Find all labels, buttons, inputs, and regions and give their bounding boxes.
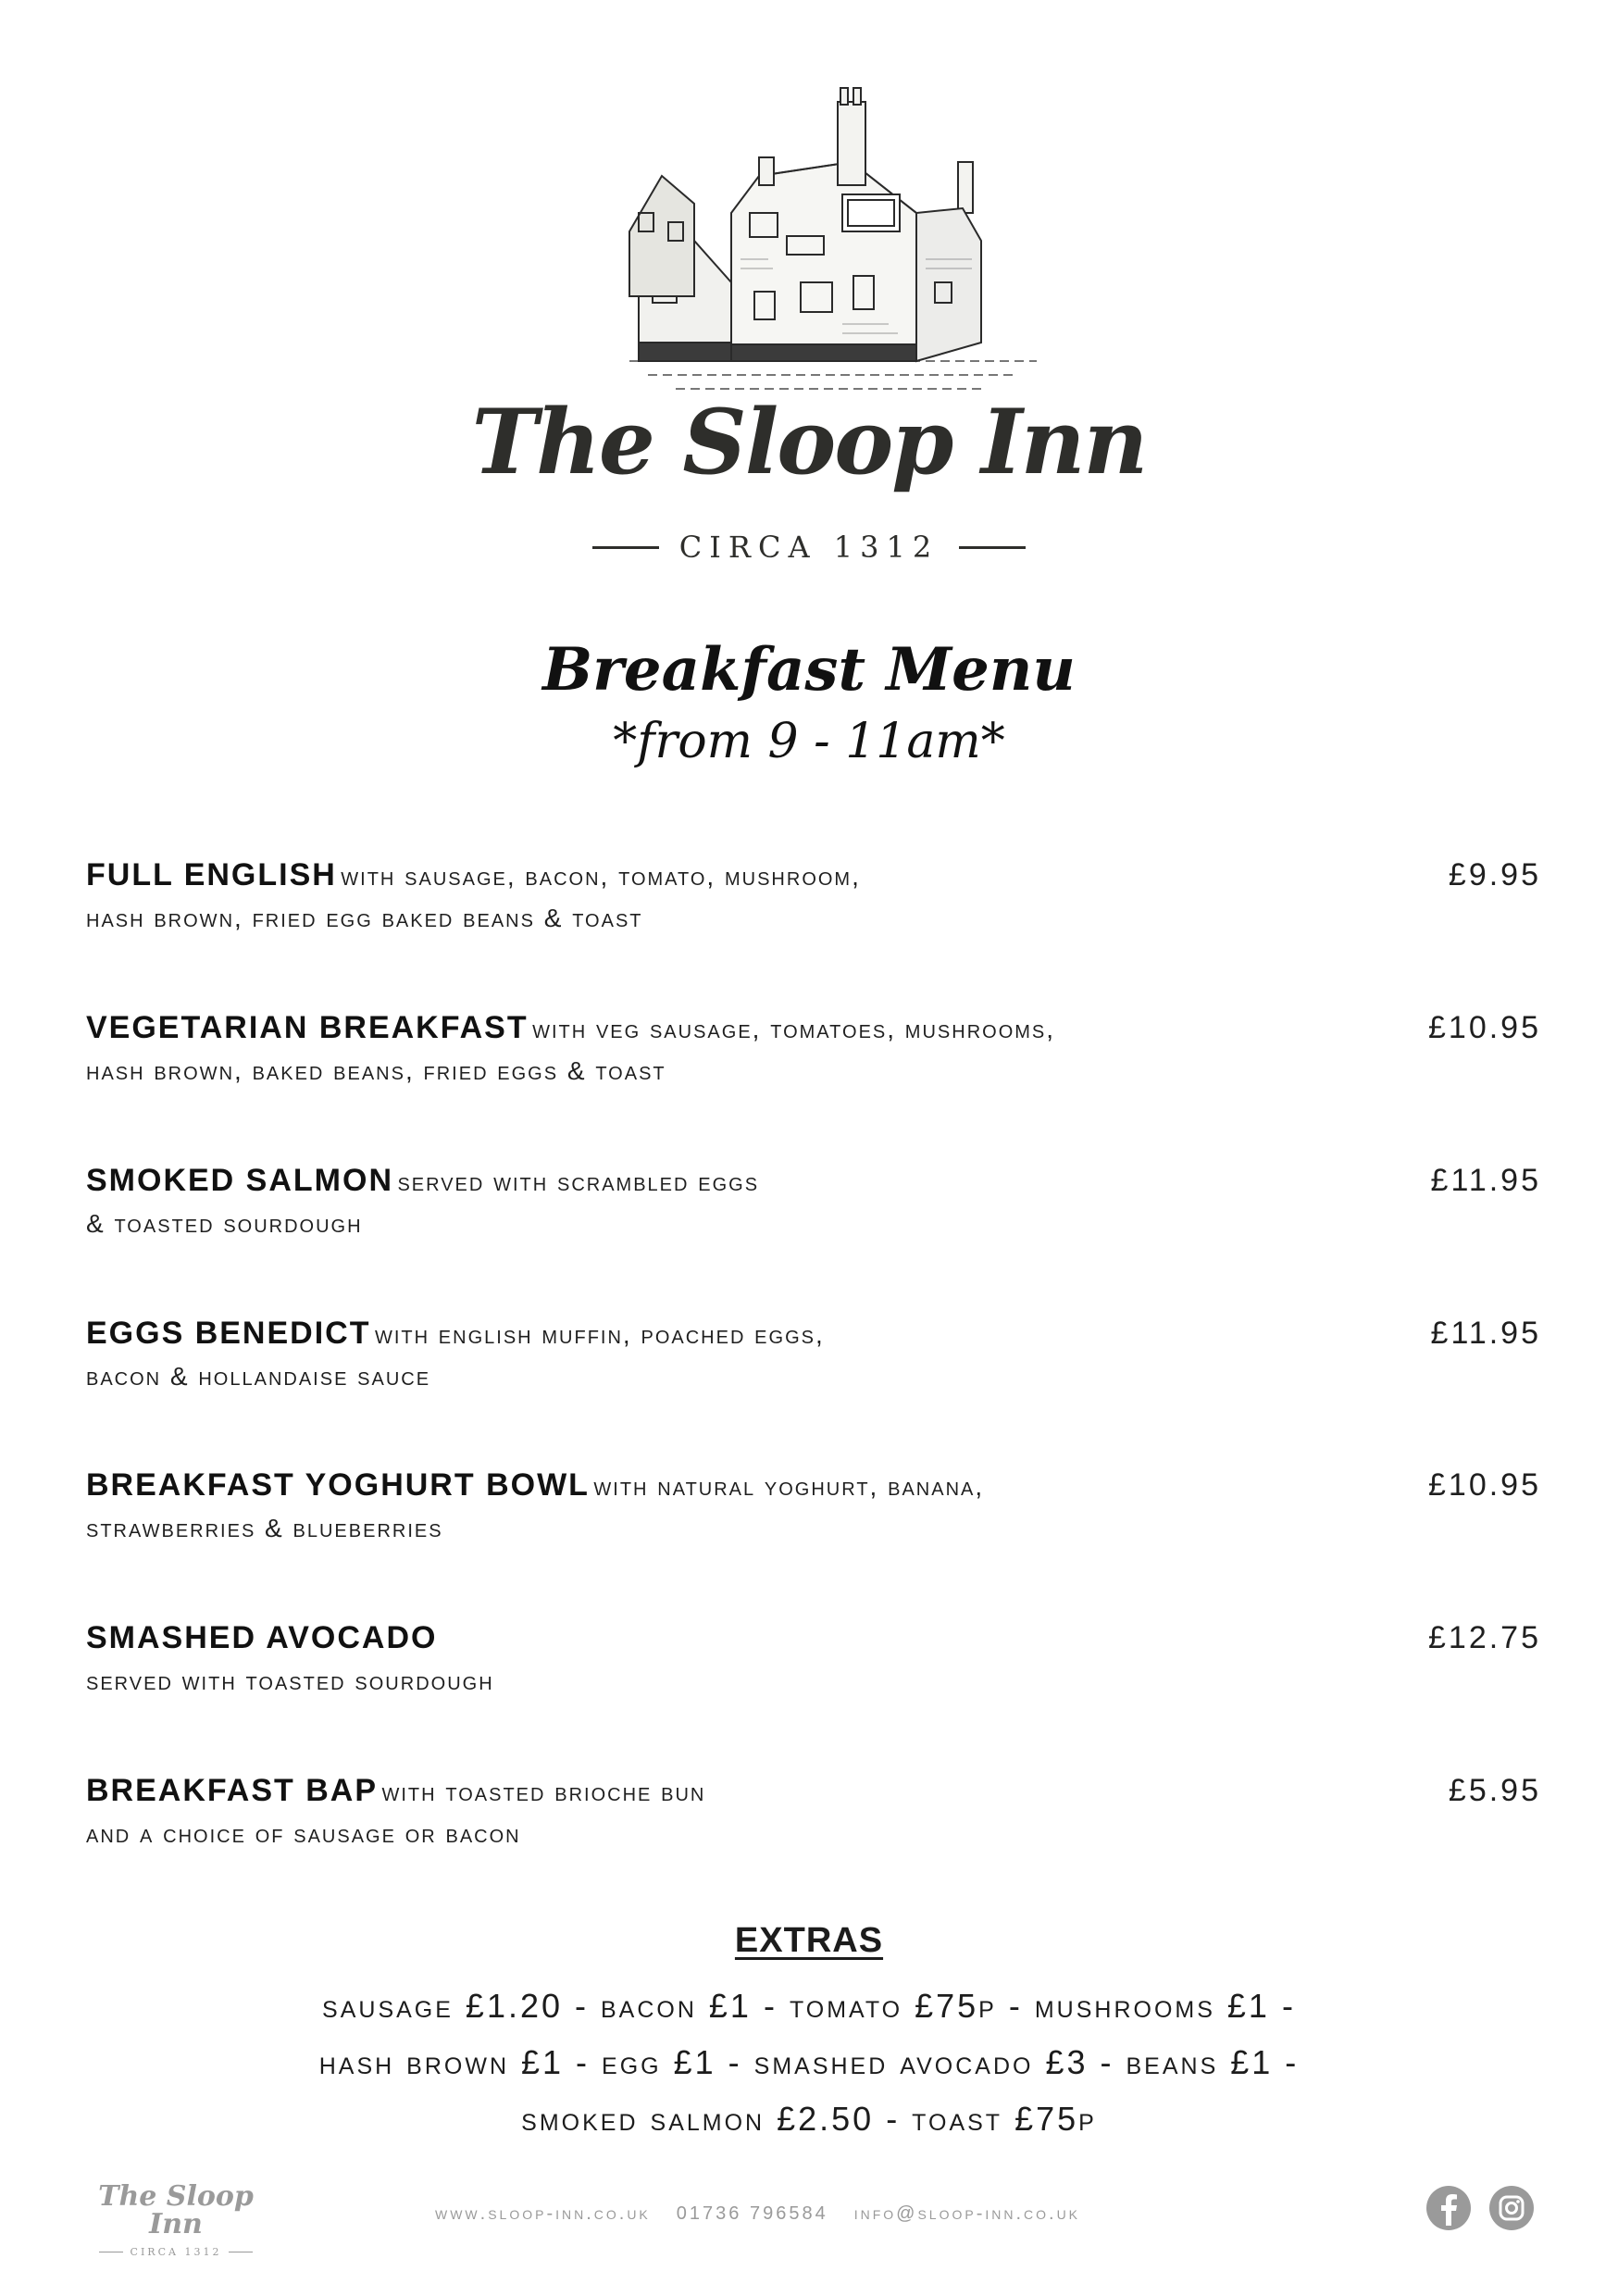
item-price: £5.95 [1448,1773,1541,1808]
item-name: BREAKFAST BAP [86,1773,379,1808]
item-price: £11.95 [1430,1316,1541,1351]
item-price: £12.75 [1428,1620,1541,1655]
item-description-line2: bacon & hollandaise sauce [86,1362,431,1391]
item-description: with toasted brioche bun [381,1778,706,1806]
instagram-icon[interactable] [1488,2185,1535,2231]
item-description: with sausage, bacon, tomato, mushroom, [341,862,861,891]
footer-contact [435,2203,1080,2225]
item-name: SMASHED AVOCADO [86,1620,438,1655]
logo-subtitle [0,530,1618,565]
footer-logo [83,2180,268,2258]
website-link[interactable]: www.sloop-inn.co.uk [435,2203,651,2224]
item-description-line2: & toasted sourdough [86,1209,363,1238]
item-description: served with scrambled eggs [397,1167,760,1196]
logo-rule-left [592,546,659,549]
extras-heading: EXTRAS [734,1921,884,1960]
item-description: with english muffin, poached eggs, [374,1320,825,1349]
item-price: £11.95 [1430,1163,1541,1198]
extras-line-3: smoked salmon £2.50 - toast £75p [521,2100,1097,2138]
extras-line-1: sausage £1.20 - bacon £1 - tomato £75p - mushrooms £1 - [322,1987,1296,2025]
item-price: £10.95 [1428,1467,1541,1503]
item-name: VEGETARIAN BREAKFAST [86,1010,529,1045]
menu-item-eggs-benedict [86,1317,1541,1410]
item-description-line2: and a choice of sausage or bacon [86,1819,521,1848]
item-description: with natural yoghurt, banana, [593,1472,985,1501]
pub-building-illustration [611,83,1055,417]
menu-item-breakfast-bap [86,1775,1541,1867]
extras-line-2: hash brown £1 - egg £1 - smashed avocado £3 - beans £1 - [318,2043,1300,2081]
facebook-icon[interactable] [1425,2185,1472,2231]
footer-logo-circa: CIRCA 1312 [130,2246,222,2258]
item-price: £9.95 [1448,857,1541,892]
menu-item-smashed-avocado [86,1622,1541,1715]
item-name: BREAKFAST YOGHURT BOWL [86,1467,590,1503]
item-description-line2: hash brown, baked beans, fried eggs & toast [86,1056,666,1085]
footer-logo-title: The Sloop Inn [98,2180,254,2240]
menu-item-smoked-salmon [86,1165,1541,1257]
menu-title: Breakfast Menu [542,635,1076,705]
item-description-line2: served with toasted sourdough [86,1666,494,1695]
item-name: FULL ENGLISH [86,857,337,892]
logo-rule-right [959,546,1026,549]
menu-item-breakfast-yoghurt-bowl [86,1469,1541,1562]
menu-item-full-english [86,859,1541,952]
item-description: with veg sausage, tomatoes, mushrooms, [532,1015,1056,1043]
item-name: EGGS BENEDICT [86,1316,371,1351]
email-link[interactable]: info@sloop-inn.co.uk [853,2203,1081,2224]
logo-circa: CIRCA 1312 [678,530,940,565]
phone-number[interactable]: 01736 796584 [676,2203,828,2224]
item-name: SMOKED SALMON [86,1163,393,1198]
item-description-line2: hash brown, fried egg baked beans & toast [86,904,643,932]
item-price: £10.95 [1428,1010,1541,1045]
item-description-line2: strawberries & blueberries [86,1514,443,1542]
menu-item-vegetarian-breakfast [86,1012,1541,1104]
logo-title: The Sloop Inn [471,390,1147,494]
menu-hours: *from 9 - 11am* [613,714,1005,769]
